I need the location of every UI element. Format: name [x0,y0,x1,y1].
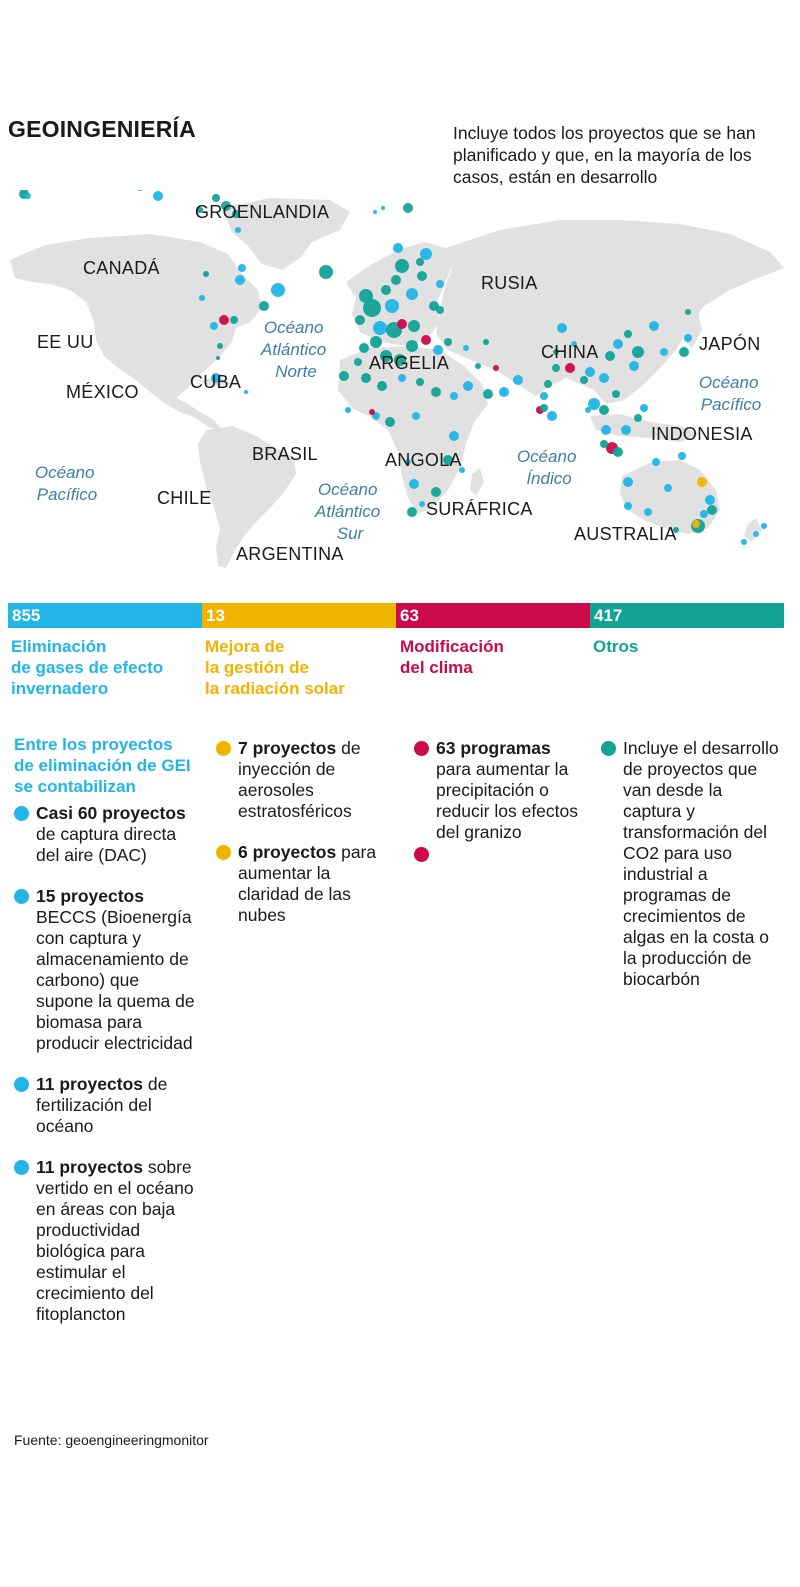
project-dot [644,508,652,516]
project-dot [217,343,223,349]
label-chile: CHILE [157,488,212,508]
ghg-item-fertilization: 11 proyectos de fertilización del océano [14,1074,196,1137]
project-dot [705,495,715,505]
source-note: Fuente: geoengineeringmonitor [14,1432,209,1448]
label-angola: ANGOLA [385,450,462,470]
teal-dot-icon [601,741,616,756]
bar-ghg-count: 855 [8,603,202,628]
project-dot [513,375,523,385]
column-other [601,738,783,1010]
project-dot [419,501,425,507]
project-dot [623,477,633,487]
label-cuba: CUBA [190,372,242,392]
project-dot [679,347,689,357]
category-label-solar: Mejora de la gestión de la radiación solar [205,637,345,698]
project-dot [137,190,143,191]
project-dot [613,339,623,349]
blue-dot-icon [14,1077,29,1092]
category-label-climate: Modificación del clima [400,637,504,677]
ghg-item-dac: Casi 60 proyectos de captura directa del aire (DAC) [14,803,196,866]
project-dot [540,404,548,412]
ocean-pacifico-este: Océano Pacífico [698,373,762,414]
column-solar [216,738,396,946]
ghg-header: Entre los proyectos de eliminación de GEI se contabilizan [14,735,191,796]
project-dot [632,346,644,358]
page-subtitle: Incluye todos los proyectos que se han planificado y que, en la mayoría de los casos, están en desarrollo [453,123,756,187]
project-dot [354,358,362,366]
project-dot [397,319,407,329]
project-dot [373,321,387,335]
yellow-dot-icon [216,741,231,756]
project-dot [649,321,659,331]
project-dot [238,264,246,272]
project-dot [640,404,648,412]
project-dot [684,334,692,342]
project-dot [483,389,493,399]
project-dot [355,315,365,325]
project-dot [463,381,473,391]
blue-dot-icon [14,1160,29,1175]
ocean-atlantico-sur: Océano Atlántico Sur [315,480,381,543]
project-dot [624,330,632,338]
project-dot [412,412,420,420]
project-dot [544,380,552,388]
label-mexico: MÉXICO [66,382,139,402]
project-dot [692,520,700,528]
project-dot [761,523,767,529]
project-dot [363,299,381,317]
category-label-ghg: Eliminación de gases de efecto invernadero [11,637,164,698]
project-dot [565,363,575,373]
project-dot [678,452,686,460]
project-dot [629,361,639,371]
column-ghg [14,734,196,1345]
project-dot [613,447,623,457]
column-climate [414,738,586,863]
project-dot [339,371,349,381]
project-dot [660,348,668,356]
label-china: CHINA [541,342,599,362]
project-dot [153,191,163,201]
project-dot [634,414,642,422]
project-dot [408,320,420,332]
project-dot [436,306,444,314]
project-dot [395,259,409,273]
project-dot [753,531,759,537]
yellow-dot-icon [216,845,231,860]
project-dot [685,309,691,315]
project-dot [475,363,481,369]
project-dot [707,505,717,515]
project-dot [700,510,708,518]
project-dot [391,275,401,285]
project-dot [483,339,489,345]
project-dot [601,425,611,435]
world-map [0,190,800,590]
project-dot [449,431,459,441]
label-canada: CANADÁ [83,258,160,278]
project-dot [25,193,31,199]
project-dot [417,271,427,281]
blue-dot-icon [14,806,29,821]
project-dot [210,322,218,330]
project-dot [361,373,371,383]
category-bars [8,603,784,628]
project-dot [585,407,591,413]
project-dot [599,405,609,415]
project-dot [557,323,567,333]
bar-other-count: 417 [590,603,784,628]
land-new-zealand [744,518,762,542]
project-dot [436,280,444,288]
category-label-other: Otros [593,637,639,656]
project-dot [624,502,632,510]
project-dot [406,288,418,300]
project-dot [244,390,248,394]
project-dot [319,265,333,279]
project-dot [552,364,560,372]
bar-solar-count: 13 [202,603,396,628]
project-dot [580,376,588,384]
project-dot [612,390,620,398]
label-surafrica: SURÁFRICA [426,499,533,519]
project-dot [450,392,458,400]
project-dot [664,484,672,492]
project-dot [420,248,432,260]
ghg-item-beccs: 15 proyectos BECCS (Bioenergía con captura y almacenamiento de carbono) que supone la quema de biomasa para producir electricidad [14,886,196,1054]
label-australia: AUSTRALIA [574,524,677,544]
land-australia [620,460,720,534]
project-dot [203,271,209,277]
ocean-pacifico-oeste: Océano Pacífico [34,463,98,504]
label-indonesia: INDONESIA [651,424,753,444]
project-dot [219,315,229,325]
label-brasil: BRASIL [252,444,318,464]
project-dot [385,299,399,313]
project-dot [370,336,382,348]
project-dot [235,275,245,285]
project-dot [373,210,377,214]
land-madagascar [470,468,484,496]
project-dot [697,477,707,487]
project-dot [230,316,238,324]
project-dot [621,425,631,435]
label-argentina: ARGENTINA [236,544,344,564]
project-dot [416,258,424,266]
red-dot-icon [414,741,429,756]
climate-item-programs: 63 programas para aumentar la precipitación o reducir los efectos del granizo [414,738,586,843]
bar-climate-count: 63 [396,603,590,628]
project-dot [741,539,747,545]
project-dot [398,374,406,382]
project-dot [499,387,509,397]
ghg-item-dumping: 11 proyectos sobre vertido en el océano en áreas con baja productividad biológica para estimular el crecimiento del fitoplancton [14,1157,196,1325]
project-dot [431,487,441,497]
ocean-indico: Océano Índico [516,447,577,488]
project-dot [409,479,419,489]
project-dot [359,343,369,353]
project-dot [605,351,615,361]
label-groenlandia: GROENLANDIA [195,202,330,222]
blue-dot-icon [14,889,29,904]
project-dot [199,295,205,301]
red-dot-icon [414,847,429,862]
project-dot [444,338,452,346]
project-dot [345,407,351,413]
project-dot [599,373,609,383]
project-dot [369,409,375,415]
project-dot [600,440,608,448]
project-dot [421,335,431,345]
label-argelia: ARGELIA [369,353,450,373]
project-dot [406,340,418,352]
solar-item-clouds: 6 proyectos para aumentar la claridad de las nubes [216,842,396,926]
project-dot [259,301,269,311]
project-dot [216,356,220,360]
label-japon: JAPÓN [699,334,761,354]
project-dot [403,203,413,213]
other-item-description: Incluye el desarrollo de proyectos que van desde la captura y transformación del CO2 para uso industrial a programas de crecimientos de algas en la costa o la producción de biocarbón [601,738,783,990]
project-dot [385,417,395,427]
project-dot [381,285,391,295]
project-dot [235,227,241,233]
label-rusia: RUSIA [481,273,538,293]
project-dot [585,367,595,377]
label-eeuu: EE UU [37,332,94,352]
project-dot [652,458,660,466]
project-dot [493,365,499,371]
project-dot [431,387,441,397]
project-dot [377,381,387,391]
project-dot [271,283,285,297]
project-dot [381,206,385,210]
project-dot [547,411,557,421]
project-dot [212,194,220,202]
project-dot [407,507,417,517]
project-dot [416,378,424,386]
project-dot [393,243,403,253]
ocean-atlantico-norte: Océano Atlántico Norte [261,318,327,381]
page-title: GEOINGENIERÍA [8,116,196,142]
project-dot [463,345,469,351]
project-dot [540,392,548,400]
solar-item-aerosols: 7 proyectos de inyección de aerosoles estratosféricos [216,738,396,822]
